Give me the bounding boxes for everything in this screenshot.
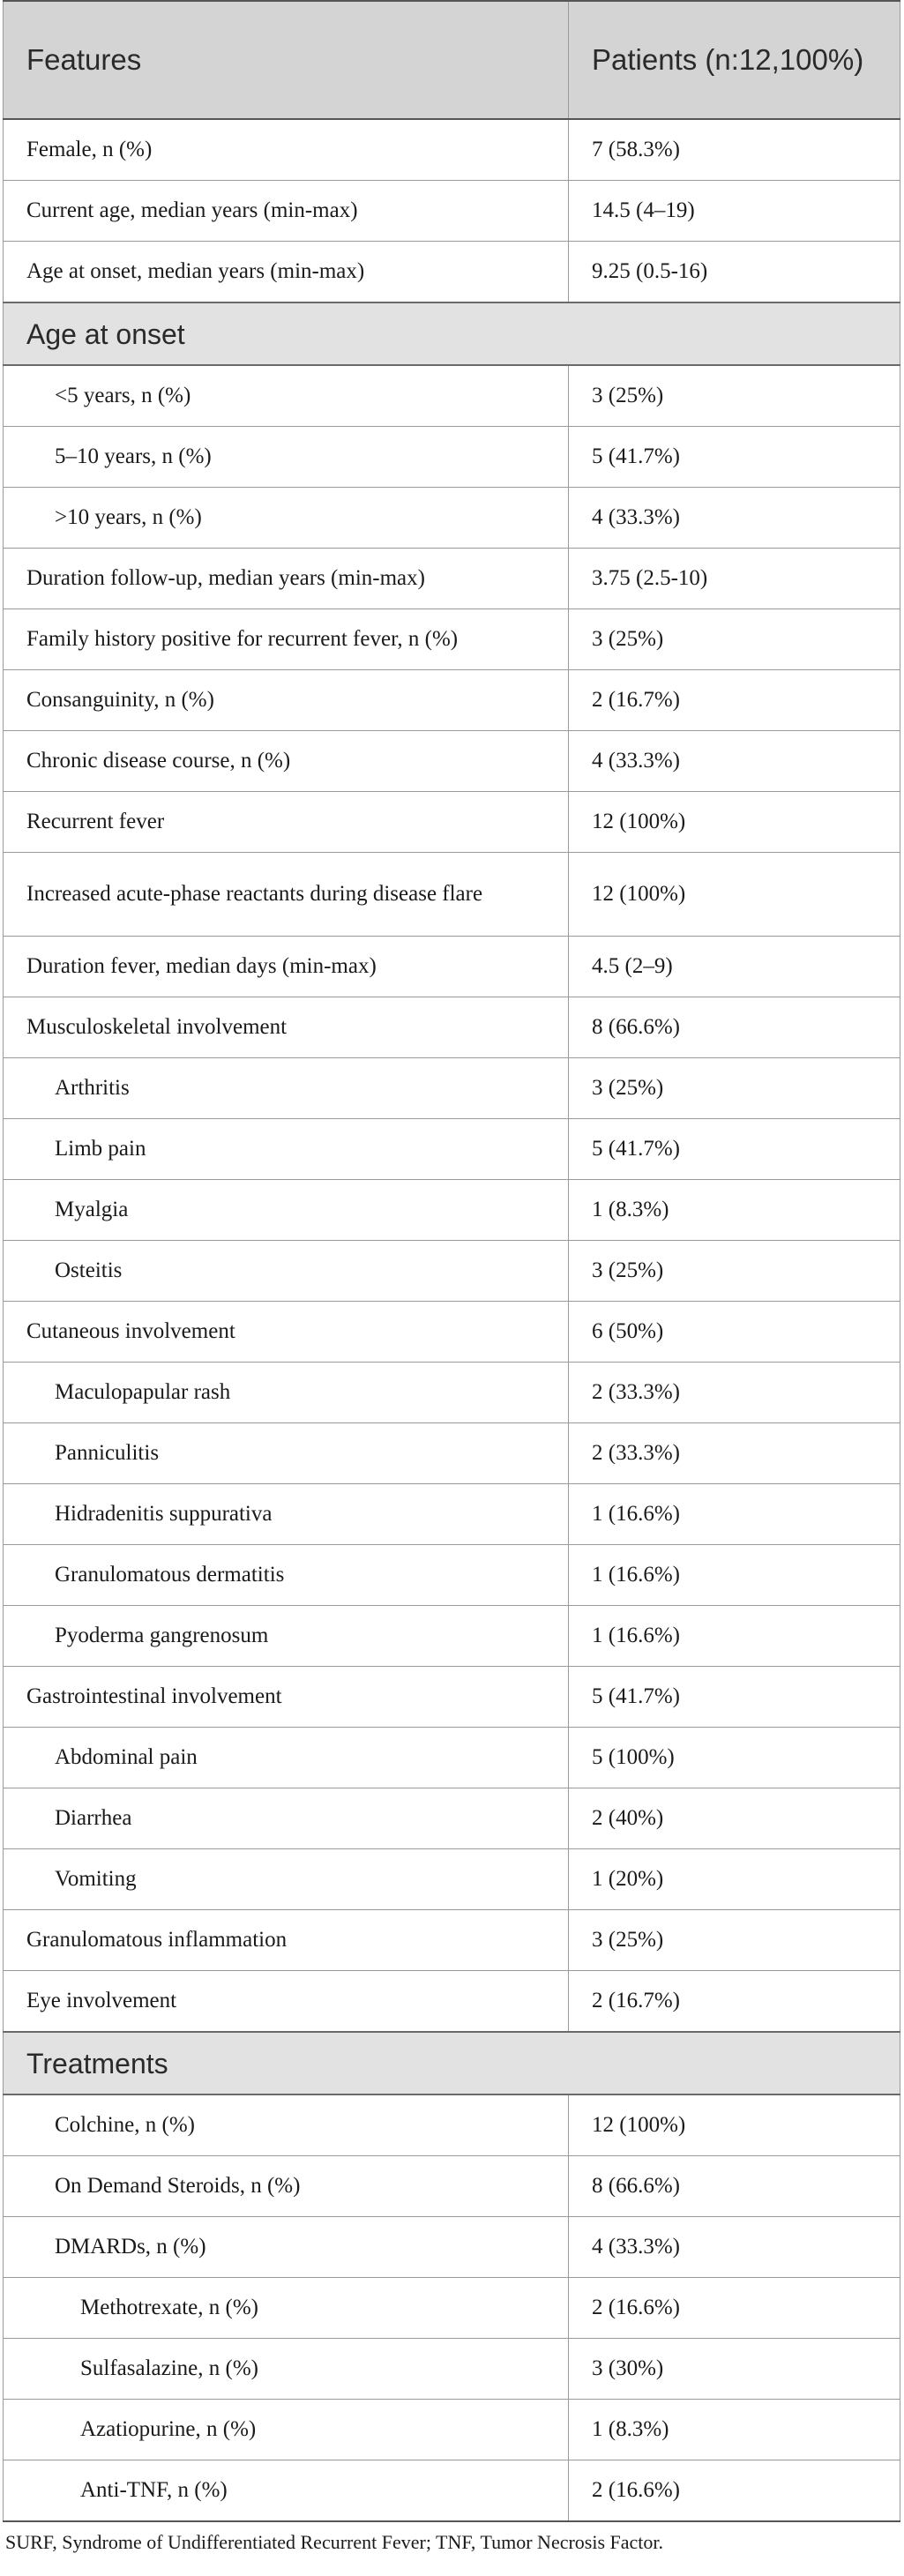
row-label: Female, n (%) bbox=[4, 119, 569, 181]
table-row bbox=[4, 1910, 900, 1971]
row-label: Sulfasalazine, n (%) bbox=[4, 2339, 569, 2400]
row-value: 1 (8.3%) bbox=[569, 2400, 900, 2460]
row-label: Musculoskeletal involvement bbox=[4, 997, 569, 1058]
table-row bbox=[4, 1423, 900, 1484]
row-label: Colchine, n (%) bbox=[4, 2094, 569, 2156]
header-patients: Patients (n:12,100%) bbox=[569, 1, 900, 119]
table-row bbox=[4, 2278, 900, 2339]
table-row bbox=[4, 1484, 900, 1545]
table-row bbox=[4, 1363, 900, 1423]
table-row bbox=[4, 549, 900, 609]
table-row bbox=[4, 2400, 900, 2460]
table-row bbox=[4, 1971, 900, 2033]
row-label: Current age, median years (min-max) bbox=[4, 181, 569, 242]
table-row bbox=[4, 731, 900, 792]
row-label: <5 years, n (%) bbox=[4, 365, 569, 427]
row-label: Anti-TNF, n (%) bbox=[4, 2460, 569, 2522]
row-value: 12 (100%) bbox=[569, 792, 900, 853]
row-label: Granulomatous dermatitis bbox=[4, 1545, 569, 1606]
row-label: Panniculitis bbox=[4, 1423, 569, 1484]
row-value: 3 (25%) bbox=[569, 1058, 900, 1119]
table-row bbox=[4, 365, 900, 427]
row-label: Azatiopurine, n (%) bbox=[4, 2400, 569, 2460]
row-value: 6 (50%) bbox=[569, 1302, 900, 1363]
row-value: 3 (30%) bbox=[569, 2339, 900, 2400]
row-label: Duration fever, median days (min-max) bbox=[4, 937, 569, 997]
row-value: 1 (16.6%) bbox=[569, 1606, 900, 1667]
table-row bbox=[4, 488, 900, 549]
row-label: Duration follow-up, median years (min-max) bbox=[4, 549, 569, 609]
row-label: Vomiting bbox=[4, 1849, 569, 1910]
row-value: 4 (33.3%) bbox=[569, 488, 900, 549]
header-features: Features bbox=[4, 1, 569, 119]
row-label: Eye involvement bbox=[4, 1971, 569, 2033]
row-value: 3 (25%) bbox=[569, 365, 900, 427]
row-value: 2 (16.7%) bbox=[569, 670, 900, 731]
row-value: 14.5 (4–19) bbox=[569, 181, 900, 242]
table-row bbox=[4, 1667, 900, 1728]
table-row bbox=[4, 1849, 900, 1910]
row-label: Osteitis bbox=[4, 1241, 569, 1302]
row-label: Limb pain bbox=[4, 1119, 569, 1180]
row-label: Family history positive for recurrent fever, n (%) bbox=[4, 609, 569, 670]
row-label: DMARDs, n (%) bbox=[4, 2217, 569, 2278]
row-value: 1 (20%) bbox=[569, 1849, 900, 1910]
patient-characteristics-table bbox=[3, 0, 900, 2522]
row-value: 2 (33.3%) bbox=[569, 1363, 900, 1423]
table-header-row bbox=[4, 1, 900, 119]
table-row bbox=[4, 937, 900, 997]
row-value: 1 (8.3%) bbox=[569, 1180, 900, 1241]
row-label: Cutaneous involvement bbox=[4, 1302, 569, 1363]
row-value: 5 (100%) bbox=[569, 1728, 900, 1788]
row-label: Pyoderma gangrenosum bbox=[4, 1606, 569, 1667]
row-value: 3 (25%) bbox=[569, 1241, 900, 1302]
row-label: Increased acute-phase reactants during disease flare bbox=[4, 853, 569, 937]
row-label: Recurrent fever bbox=[4, 792, 569, 853]
row-value: 4 (33.3%) bbox=[569, 731, 900, 792]
table-row bbox=[4, 1788, 900, 1849]
row-value: 8 (66.6%) bbox=[569, 2156, 900, 2217]
row-label: Diarrhea bbox=[4, 1788, 569, 1849]
row-label: >10 years, n (%) bbox=[4, 488, 569, 549]
row-value: 2 (16.6%) bbox=[569, 2460, 900, 2522]
table-row bbox=[4, 181, 900, 242]
row-label: Granulomatous inflammation bbox=[4, 1910, 569, 1971]
table-row bbox=[4, 609, 900, 670]
row-label: Methotrexate, n (%) bbox=[4, 2278, 569, 2339]
row-value: 3.75 (2.5-10) bbox=[569, 549, 900, 609]
row-value: 12 (100%) bbox=[569, 853, 900, 937]
row-label: On Demand Steroids, n (%) bbox=[4, 2156, 569, 2217]
table-row bbox=[4, 853, 900, 937]
section-heading: Treatments bbox=[4, 2032, 900, 2094]
row-value: 1 (16.6%) bbox=[569, 1545, 900, 1606]
table-row bbox=[4, 1545, 900, 1606]
table-row bbox=[4, 1728, 900, 1788]
row-value: 2 (40%) bbox=[569, 1788, 900, 1849]
row-label: Consanguinity, n (%) bbox=[4, 670, 569, 731]
table-row bbox=[4, 2156, 900, 2217]
table-row bbox=[4, 2460, 900, 2522]
row-label: Maculopapular rash bbox=[4, 1363, 569, 1423]
table-row bbox=[4, 1180, 900, 1241]
table-row bbox=[4, 119, 900, 181]
row-label: Myalgia bbox=[4, 1180, 569, 1241]
row-label: Gastrointestinal involvement bbox=[4, 1667, 569, 1728]
table-row bbox=[4, 1058, 900, 1119]
row-value: 7 (58.3%) bbox=[569, 119, 900, 181]
table-row bbox=[4, 792, 900, 853]
row-label: Chronic disease course, n (%) bbox=[4, 731, 569, 792]
table-row bbox=[4, 427, 900, 488]
table-row bbox=[4, 1241, 900, 1302]
section-heading: Age at onset bbox=[4, 302, 900, 365]
row-label: Age at onset, median years (min-max) bbox=[4, 242, 569, 303]
table-row bbox=[4, 2339, 900, 2400]
row-value: 2 (16.6%) bbox=[569, 2278, 900, 2339]
row-label: Arthritis bbox=[4, 1058, 569, 1119]
row-value: 3 (25%) bbox=[569, 609, 900, 670]
row-value: 5 (41.7%) bbox=[569, 1667, 900, 1728]
row-label: Abdominal pain bbox=[4, 1728, 569, 1788]
row-value: 5 (41.7%) bbox=[569, 427, 900, 488]
table-footnote: SURF, Syndrome of Undifferentiated Recurrent Fever; TNF, Tumor Necrosis Factor. bbox=[5, 2531, 664, 2553]
row-value: 4 (33.3%) bbox=[569, 2217, 900, 2278]
row-value: 9.25 (0.5-16) bbox=[569, 242, 900, 303]
row-value: 2 (16.7%) bbox=[569, 1971, 900, 2033]
row-value: 5 (41.7%) bbox=[569, 1119, 900, 1180]
row-label: 5–10 years, n (%) bbox=[4, 427, 569, 488]
table-row bbox=[4, 1302, 900, 1363]
row-value: 1 (16.6%) bbox=[569, 1484, 900, 1545]
row-value: 4.5 (2–9) bbox=[569, 937, 900, 997]
table-row bbox=[4, 2094, 900, 2156]
table-row bbox=[4, 670, 900, 731]
section-row-treatments bbox=[4, 2032, 900, 2094]
section-row-age-at-onset bbox=[4, 302, 900, 365]
row-value: 8 (66.6%) bbox=[569, 997, 900, 1058]
table-row bbox=[4, 997, 900, 1058]
table-row bbox=[4, 2217, 900, 2278]
row-value: 12 (100%) bbox=[569, 2094, 900, 2156]
row-label: Hidradenitis suppurativa bbox=[4, 1484, 569, 1545]
table-row bbox=[4, 1606, 900, 1667]
table-row bbox=[4, 1119, 900, 1180]
row-value: 3 (25%) bbox=[569, 1910, 900, 1971]
row-value: 2 (33.3%) bbox=[569, 1423, 900, 1484]
table-row bbox=[4, 242, 900, 303]
